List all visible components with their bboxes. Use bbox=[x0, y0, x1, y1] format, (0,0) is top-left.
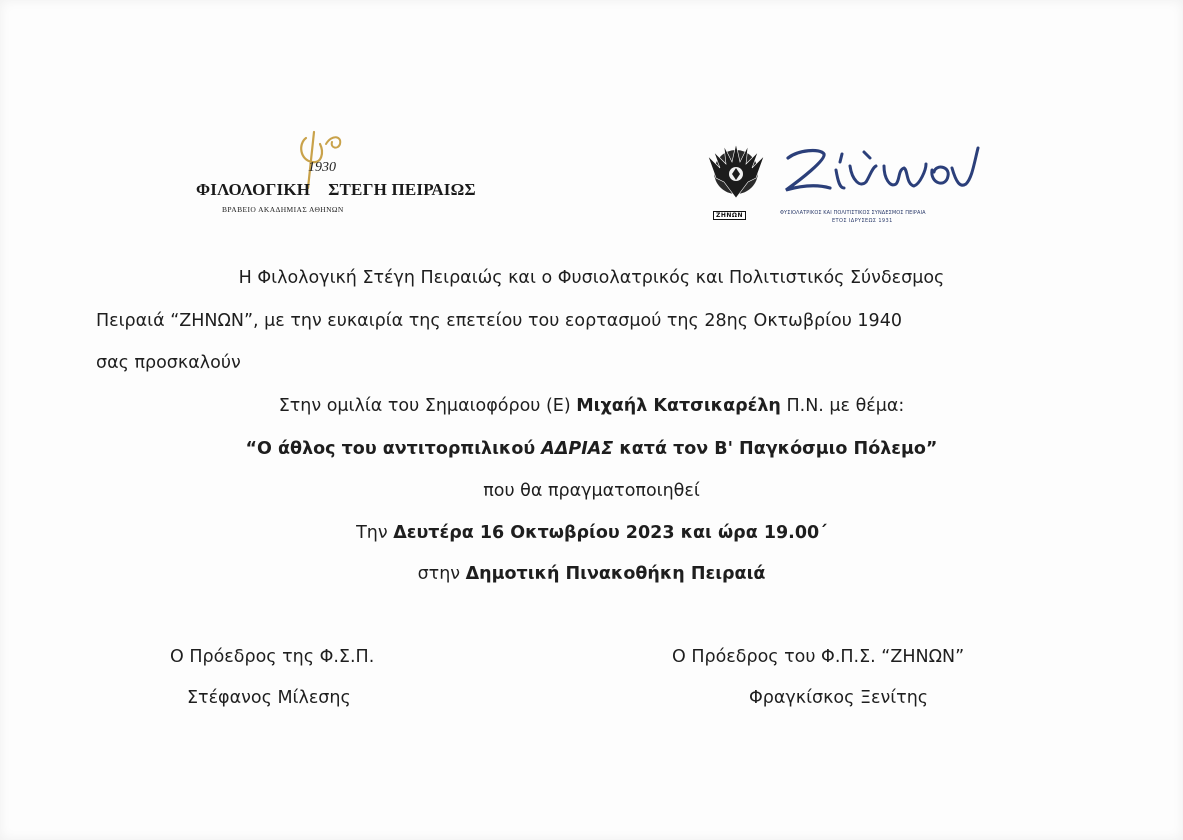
date-line bbox=[0, 521, 1183, 545]
topic-before: “Ο άθλος του αντιτορπιλικού bbox=[245, 439, 542, 459]
speech-line bbox=[0, 394, 1183, 418]
venue-value: Δημοτική Πινακοθήκη Πειραιά bbox=[465, 564, 766, 584]
date-value: Δευτέρα 16 Οκτωβρίου 2023 και ώρα 19.00΄ bbox=[393, 523, 827, 543]
right-signature-title: Ο Πρόεδρος του Φ.Π.Σ. “ΖΗΝΩΝ” bbox=[672, 647, 965, 667]
speech-before: Στην ομιλία του Σημαιοφόρου (Ε) bbox=[278, 396, 577, 416]
ship-name: ΑΔΡΙΑΣ bbox=[541, 439, 614, 459]
left-signature-title: Ο Πρόεδρος της Φ.Σ.Π. bbox=[170, 647, 375, 667]
right-signature-name: Φραγκίσκος Ξενίτης bbox=[749, 688, 929, 708]
zenon-script-wordmark-icon bbox=[780, 140, 980, 204]
fsp-name-part2: ΣΤΕΓΗ ΠΕΙΡΑΙΩΣ bbox=[328, 180, 476, 199]
held-line: που θα πραγματοποιηθεί bbox=[483, 481, 700, 501]
venue-line bbox=[0, 562, 1183, 586]
venue-prefix: στην bbox=[417, 564, 466, 584]
fsp-name bbox=[196, 180, 476, 200]
left-signature-name: Στέφανος Μίλεσης bbox=[187, 688, 351, 708]
fsp-logo bbox=[196, 130, 476, 230]
zenon-emblem-label: ΖΗΝΩΝ bbox=[713, 211, 746, 220]
intro-line-1: Η Φιλολογική Στέγη Πειραιώς και ο Φυσιολατρικός και Πολιτιστικός Σύνδεσμος bbox=[238, 268, 945, 288]
intro-line-2: Πειραιά “ΖΗΝΩΝ”, με την ευκαιρία της επετείου του εορτασμού της 28ης Οκτωβρίου 1940 bbox=[96, 311, 902, 331]
topic-after: κατά τον Β' Παγκόσμιο Πόλεμο” bbox=[613, 439, 938, 459]
speaker-name: Μιχαήλ Κατσικαρέλη bbox=[576, 396, 781, 416]
intro-line-3: σας προσκαλούν bbox=[96, 353, 241, 373]
fsp-year: 1930 bbox=[308, 160, 336, 175]
zenon-founded: ΕΤΟΣ ΙΔΡΥΣΕΩΣ 1931 bbox=[832, 218, 893, 224]
speech-after: Π.Ν. με θέμα: bbox=[780, 396, 905, 416]
fsp-name-part1: ΦΙΛΟΛΟΓΙΚΗ bbox=[196, 180, 311, 199]
eagle-emblem-icon bbox=[704, 138, 768, 218]
fsp-subtitle: ΒΡΑΒΕΙΟ ΑΚΑΔΗΜΙΑΣ ΑΘΗΝΩΝ bbox=[222, 205, 344, 214]
topic-line bbox=[0, 437, 1183, 461]
zenon-logo bbox=[704, 138, 984, 228]
zenon-tagline: ΦΥΣΙΟΛΑΤΡΙΚΟΣ ΚΑΙ ΠΟΛΙΤΙΣΤΙΚΟΣ ΣΥΝΔΕΣΜΟΣ ΠΕΙΡΑΙΑ bbox=[780, 210, 926, 216]
date-prefix: Την bbox=[356, 523, 394, 543]
